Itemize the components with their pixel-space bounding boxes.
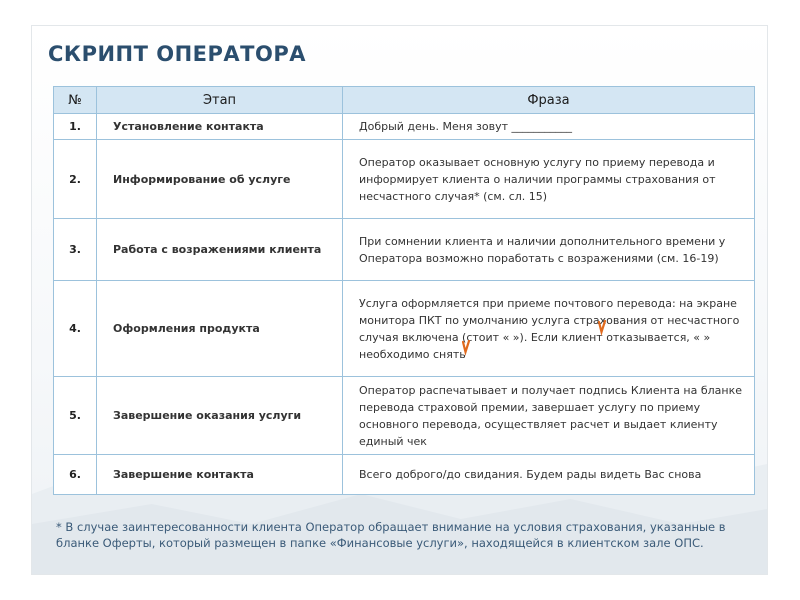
header-num: № [54,87,97,114]
table-row [54,219,755,281]
table-row [54,377,755,455]
row-phrase: Оператор оказывает основную услугу по приему перевода и информирует клиента о наличии программы страхования от несчастного случая* (см. сл. 15) [343,140,755,219]
page-title: СКРИПТ ОПЕРАТОРА [48,42,306,66]
row-stage: Завершение оказания услуги [97,377,343,455]
script-table [53,86,755,495]
table-header-row [54,87,755,114]
row-stage: Оформления продукта [97,281,343,377]
row-stage: Информирование об услуге [97,140,343,219]
row-stage: Работа с возражениями клиента [97,219,343,281]
row-num: 4. [54,281,97,377]
row-phrase: Оператор распечатывает и получает подпись Клиента на бланке перевода страховой премии, завершает услугу по приему основного перевода, осуществляет расчет и выдает клиенту единый чек [343,377,755,455]
header-phrase: Фраза [343,87,755,114]
row-num: 5. [54,377,97,455]
header-stage: Этап [97,87,343,114]
row-stage: Завершение контакта [97,455,343,495]
row-phrase: Добрый день. Меня зовут ___________ [343,114,755,140]
table-row [54,455,755,495]
row-stage: Установление контакта [97,114,343,140]
footnote: * В случае заинтересованности клиента Оператор обращает внимание на условия страхования, указанные в бланке Оферты, который размещен в папке «Финансовые услуги», находящейся в клиентском зале ОПС. [56,520,726,550]
row-num: 2. [54,140,97,219]
table-row [54,281,755,377]
row-phrase: При сомнении клиента и наличии дополнительного времени у Оператора возможно поработать с возражениями (см. 16-19) [343,219,755,281]
checkmark-icon [598,320,606,336]
row-phrase: Услуга оформляется при приеме почтового перевода: на экране монитора ПКТ по умолчанию услуга страхования от несчастного случая включена (стоит « »). Если клиент отказывается, « » необходимо снять [343,281,755,377]
checkmark-icon [462,340,470,356]
slide [31,25,768,575]
row-num: 6. [54,455,97,495]
table-row [54,114,755,140]
row-phrase: Всего доброго/до свидания. Будем рады видеть Вас снова [343,455,755,495]
row-num: 3. [54,219,97,281]
table-row [54,140,755,219]
row-num: 1. [54,114,97,140]
